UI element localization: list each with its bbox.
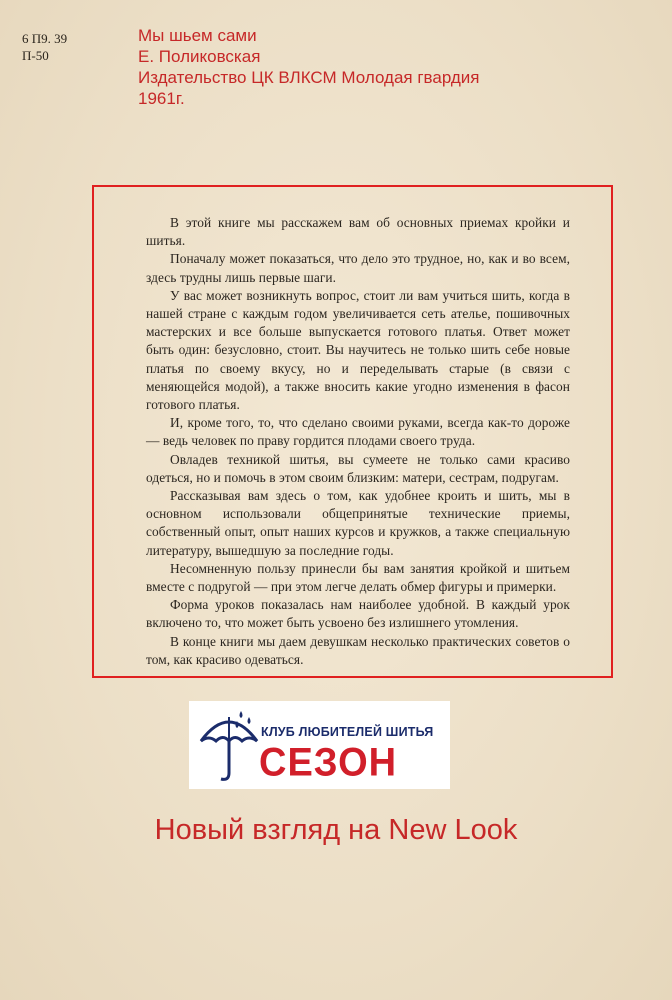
book-publisher: Издательство ЦК ВЛКСМ Молодая гвардия [138,68,480,87]
club-logo [189,701,450,789]
paragraph: Овладев техникой шитья, вы сумеете не только сами красиво одеться, но и помочь в этом своим близким: матери, сестрам, подругам. [146,451,570,485]
umbrella-icon [197,707,261,783]
paragraph: Форма уроков показалась нам наиболее удобной. В каждый урок включено то, что может быть усвоено без излишнего утомления. [146,597,570,631]
paragraph: В этой книге мы расскажем вам об основных приемах кройки и шитья. [146,215,570,249]
paragraph: И, кроме того, то, что сделано своими руками, всегда как-то дороже — ведь человек по праву гордится плодами своего труда. [146,415,570,449]
paragraph: В конце книги мы даем девушкам несколько практических советов о том, как красиво одеваться. [146,633,570,667]
paragraph: Несомненную пользу принесли бы вам занятия кройкой и шитьем вместе с подругой — при этом легче делать обмер фигуры и примерки. [146,560,570,595]
book-info-header [138,25,480,109]
catalog-number: П-50 [22,48,49,63]
book-title: Мы шьем сами [138,26,257,45]
logo-club-text: КЛУБ ЛЮБИТЕЛЕЙ ШИТЬЯ [261,725,434,739]
footer-title: Новый взгляд на New Look [154,814,518,846]
catalog-index [22,30,67,64]
book-author: Е. Поликовская [138,47,261,66]
paragraph: У вас может возникнуть вопрос, стоит ли вам учиться шить, когда в нашей стране с каждым годом увеличивается сеть ателье, пошивочных мастерских и все больше выпускается готового платья. Ответ может быть один: безусловно, стоит. Вы научитесь не только шить себе новые платья по своему вкусу, но и переделывать старые (в связи с меняющейся модой), а также вносить какие угодно изменения в фасон готового платья. [146,287,570,413]
book-year: 1961г. [138,89,185,108]
paragraph: Поначалу может показаться, что дело это трудное, но, как и во всем, здесь трудны лишь первые шаги. [146,251,570,285]
logo-brand-name: СЕЗОН [259,741,398,786]
catalog-code: 6 П9. 39 [22,31,68,46]
preface-text [146,214,570,669]
paragraph: Рассказывая вам здесь о том, как удобнее кроить и шить, мы в основном использовали общепринятые технические приемы, собственный опыт, опыт наших курсов и кружков, а также специальную литературу, вышедшую за последние годы. [146,488,570,558]
